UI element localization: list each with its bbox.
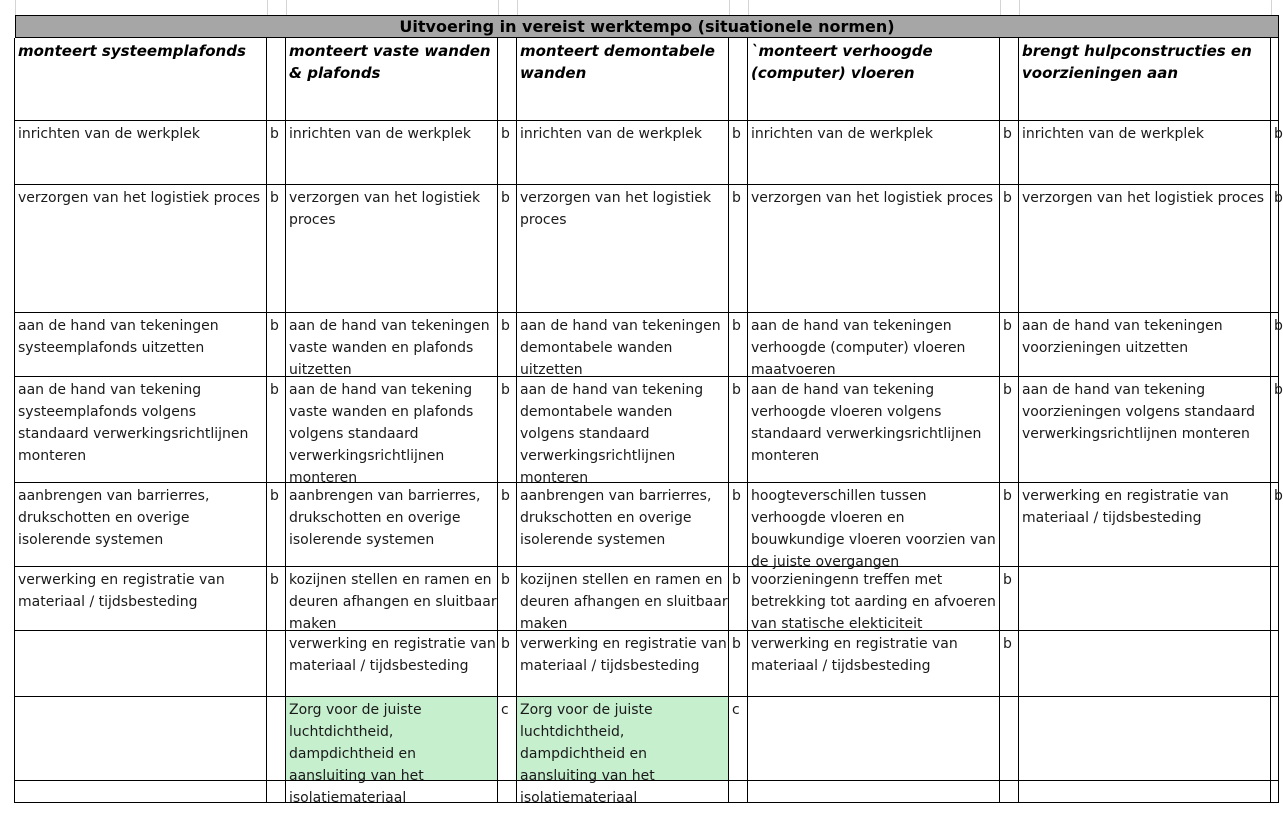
flag-cell[interactable]: b xyxy=(1271,313,1279,377)
column-header[interactable]: monteert vaste wanden & plafonds xyxy=(286,38,498,121)
table-cell[interactable]: aanbrengen van barrierres, drukschotten en overige isolerende systemen xyxy=(517,483,729,567)
table-cell[interactable]: verzorgen van het logistiek proces xyxy=(517,185,729,313)
column-header[interactable]: monteert systeemplafonds xyxy=(15,38,267,121)
flag-cell[interactable]: b xyxy=(729,631,748,697)
empty-cell[interactable] xyxy=(15,781,267,803)
flag-cell[interactable]: b xyxy=(498,377,517,483)
flag-cell[interactable] xyxy=(267,697,286,781)
flag-cell[interactable] xyxy=(1271,567,1279,631)
table-cell[interactable]: kozijnen stellen en ramen en deuren afhangen en sluitbaar maken xyxy=(286,567,498,631)
table-cell[interactable]: verwerking en registratie van materiaal / tijdsbesteding xyxy=(1019,483,1271,567)
flag-cell[interactable]: b xyxy=(1000,567,1019,631)
table-cell[interactable]: Zorg voor de juiste luchtdichtheid, dampdichtheid en aansluiting van het isolatiemateriaal xyxy=(517,697,729,781)
table-cell[interactable]: aanbrengen van barrierres, drukschotten en overige isolerende systemen xyxy=(286,483,498,567)
table-cell[interactable]: aan de hand van tekeningen vaste wanden en plafonds uitzetten xyxy=(286,313,498,377)
table-cell[interactable]: verzorgen van het logistiek proces xyxy=(286,185,498,313)
table-cell[interactable]: verzorgen van het logistiek proces xyxy=(748,185,1000,313)
table-cell[interactable]: inrichten van de werkplek xyxy=(286,121,498,185)
table-cell[interactable]: aan de hand van tekening systeemplafonds volgens standaard verwerkingsrichtlijnen monteren xyxy=(15,377,267,483)
table-cell[interactable] xyxy=(1019,697,1271,781)
flag-cell[interactable]: b xyxy=(267,313,286,377)
table-cell[interactable] xyxy=(1019,631,1271,697)
flag-cell[interactable]: b xyxy=(498,121,517,185)
table-title[interactable]: Uitvoering in vereist werktempo (situationele normen) xyxy=(15,15,1279,38)
table-cell[interactable]: aan de hand van tekening vaste wanden en plafonds volgens standaard verwerkingsrichtlijnen monteren xyxy=(286,377,498,483)
flag-cell[interactable]: b xyxy=(1000,121,1019,185)
table-cell[interactable] xyxy=(15,697,267,781)
table-cell[interactable]: inrichten van de werkplek xyxy=(748,121,1000,185)
table-cell[interactable] xyxy=(748,697,1000,781)
empty-cell[interactable] xyxy=(517,781,729,803)
table-cell[interactable]: Zorg voor de juiste luchtdichtheid, dampdichtheid en aansluiting van het isolatiemateriaal xyxy=(286,697,498,781)
table-cell[interactable]: voorzieningenn treffen met betrekking tot aarding en afvoeren van statische elekticiteit xyxy=(748,567,1000,631)
table-cell[interactable]: kozijnen stellen en ramen en deuren afhangen en sluitbaar maken xyxy=(517,567,729,631)
table-cell[interactable]: verwerking en registratie van materiaal / tijdsbesteding xyxy=(517,631,729,697)
flag-cell[interactable] xyxy=(1271,38,1279,121)
table-cell[interactable]: aanbrengen van barrierres, drukschotten en overige isolerende systemen xyxy=(15,483,267,567)
empty-cell[interactable] xyxy=(1019,781,1271,803)
flag-cell[interactable] xyxy=(1000,38,1019,121)
table-cell[interactable]: inrichten van de werkplek xyxy=(15,121,267,185)
flag-cell[interactable]: b xyxy=(1271,185,1279,313)
flag-cell[interactable]: b xyxy=(498,631,517,697)
gridline xyxy=(748,0,749,15)
table-cell[interactable]: verzorgen van het logistiek proces xyxy=(15,185,267,313)
gridline xyxy=(1000,0,1001,15)
flag-cell[interactable]: b xyxy=(1271,483,1279,567)
table-cell[interactable]: verwerking en registratie van materiaal / tijdsbesteding xyxy=(748,631,1000,697)
flag-cell[interactable]: b xyxy=(729,483,748,567)
flag-cell[interactable]: b xyxy=(1271,121,1279,185)
flag-cell[interactable] xyxy=(729,781,748,803)
flag-cell[interactable]: c xyxy=(498,697,517,781)
flag-cell[interactable]: b xyxy=(1271,377,1279,483)
flag-cell[interactable]: b xyxy=(729,185,748,313)
gridline xyxy=(729,0,730,15)
flag-cell[interactable]: c xyxy=(729,697,748,781)
gridline xyxy=(267,0,268,15)
gridline xyxy=(286,0,287,15)
flag-cell[interactable] xyxy=(498,38,517,121)
flag-cell[interactable] xyxy=(1271,631,1279,697)
gridline xyxy=(1019,0,1020,15)
flag-cell[interactable] xyxy=(267,38,286,121)
flag-cell[interactable]: b xyxy=(267,377,286,483)
table-cell[interactable]: inrichten van de werkplek xyxy=(1019,121,1271,185)
table-cell[interactable]: aan de hand van tekening voorzieningen volgens standaard verwerkingsrichtlijnen monteren xyxy=(1019,377,1271,483)
flag-cell[interactable] xyxy=(267,631,286,697)
flag-cell[interactable]: b xyxy=(1000,483,1019,567)
table-cell[interactable]: aan de hand van tekeningen verhoogde (computer) vloeren maatvoeren xyxy=(748,313,1000,377)
table-cell[interactable] xyxy=(1019,567,1271,631)
flag-cell[interactable] xyxy=(1271,697,1279,781)
flag-cell[interactable] xyxy=(1271,781,1279,803)
flag-cell[interactable]: b xyxy=(1000,313,1019,377)
table-cell[interactable]: verwerking en registratie van materiaal / tijdsbesteding xyxy=(15,567,267,631)
table-cell[interactable]: aan de hand van tekening demontabele wanden volgens standaard verwerkingsrichtlijnen monteren xyxy=(517,377,729,483)
table-cell[interactable]: verzorgen van het logistiek proces xyxy=(1019,185,1271,313)
column-header[interactable]: monteert demontabele wanden xyxy=(517,38,729,121)
table-cell[interactable]: verwerking en registratie van materiaal / tijdsbesteding xyxy=(286,631,498,697)
table-cell[interactable] xyxy=(15,631,267,697)
gridline xyxy=(517,0,518,15)
table-cell[interactable]: aan de hand van tekeningen voorzieningen uitzetten xyxy=(1019,313,1271,377)
flag-cell[interactable]: b xyxy=(267,483,286,567)
flag-cell[interactable]: b xyxy=(729,567,748,631)
flag-cell[interactable]: b xyxy=(729,377,748,483)
flag-cell[interactable]: b xyxy=(498,185,517,313)
flag-cell[interactable]: b xyxy=(267,567,286,631)
flag-cell[interactable] xyxy=(498,781,517,803)
table-cell[interactable]: aan de hand van tekeningen demontabele wanden uitzetten xyxy=(517,313,729,377)
table-cell[interactable]: aan de hand van tekeningen systeemplafonds uitzetten xyxy=(15,313,267,377)
empty-cell[interactable] xyxy=(748,781,1000,803)
flag-cell[interactable]: b xyxy=(729,313,748,377)
column-header[interactable]: `monteert verhoogde (computer) vloeren xyxy=(748,38,1000,121)
table-cell[interactable]: inrichten van de werkplek xyxy=(517,121,729,185)
table-cell[interactable]: aan de hand van tekening verhoogde vloeren volgens standaard verwerkingsrichtlijnen monteren xyxy=(748,377,1000,483)
flag-cell[interactable]: b xyxy=(1000,377,1019,483)
flag-cell[interactable]: b xyxy=(498,483,517,567)
gridline xyxy=(498,0,499,15)
flag-cell[interactable] xyxy=(267,781,286,803)
flag-cell[interactable]: b xyxy=(498,313,517,377)
flag-cell[interactable]: b xyxy=(1000,631,1019,697)
table-cell[interactable]: hoogteverschillen tussen verhoogde vloeren en bouwkundige vloeren voorzien van de juiste overgangen xyxy=(748,483,1000,567)
flag-cell[interactable]: b xyxy=(729,121,748,185)
flag-cell[interactable]: b xyxy=(267,185,286,313)
flag-cell[interactable]: b xyxy=(1000,185,1019,313)
empty-cell[interactable] xyxy=(286,781,498,803)
gridline xyxy=(1271,0,1272,15)
flag-cell[interactable]: b xyxy=(498,567,517,631)
flag-cell[interactable] xyxy=(1000,697,1019,781)
flag-cell[interactable]: b xyxy=(267,121,286,185)
column-header[interactable]: brengt hulpconstructies en voorzieningen aan xyxy=(1019,38,1271,121)
flag-cell[interactable] xyxy=(729,38,748,121)
gridline xyxy=(15,0,16,15)
flag-cell[interactable] xyxy=(1000,781,1019,803)
